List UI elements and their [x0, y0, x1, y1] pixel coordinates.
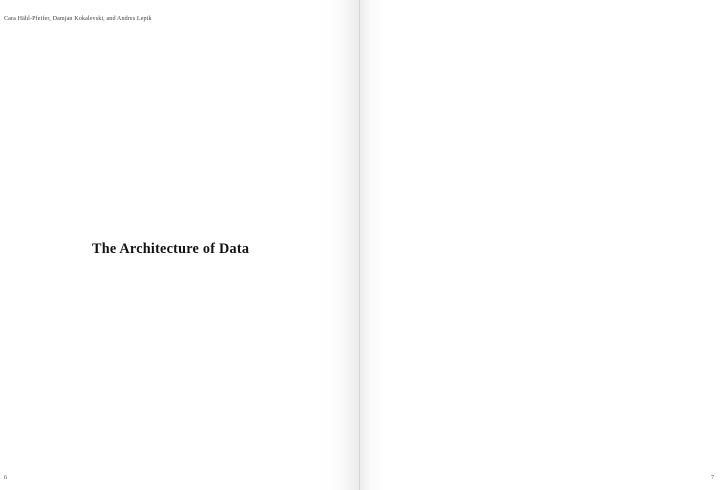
- folio-number-left: 6: [4, 475, 8, 481]
- running-head-authors: Cara Hähl-Pfeifer, Damjan Kokalevski, and Andres Lepik: [4, 16, 152, 22]
- page-right-recto: [360, 0, 720, 490]
- folio-number-right: 7: [710, 475, 714, 481]
- page-title: The Architecture of Data: [92, 240, 250, 257]
